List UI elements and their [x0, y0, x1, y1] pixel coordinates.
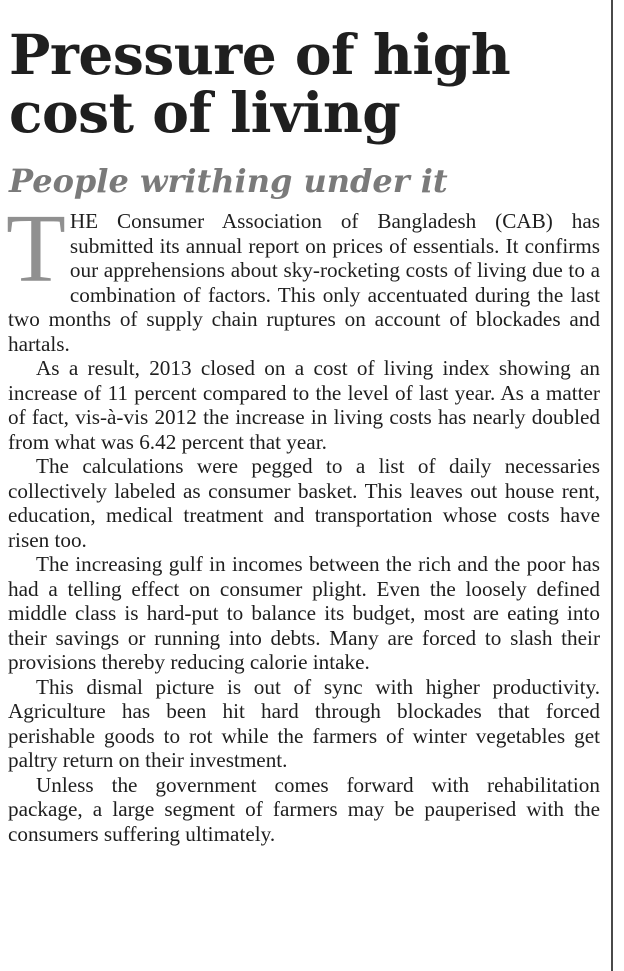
column-divider [611, 0, 613, 971]
paragraph-1 [6, 195, 600, 356]
kicker-subheadline: People writhing under it [9, 162, 448, 200]
paragraph-5: This dismal picture is out of sync with higher productivity. Agriculture has been hit hard through blockades that forced perishable goods to rot while the farmers of winter vegetables get paltry return on their investment. [8, 674, 600, 772]
paragraph-3: The calculations were pegged to a list of daily necessaries collectively labeled as consumer basket. This leaves out house rent, education, medical treatment and transportation whose costs have risen too. [8, 454, 600, 552]
drop-cap: T [6, 195, 66, 303]
article-body [6, 195, 600, 846]
paragraph-4: The increasing gulf in incomes between the rich and the poor has had a telling effect on consumer plight. Even the loosely defined middle class is hard-put to balance its budget, most are eating into their savings or running into debts. Many are forced to slash their provisions thereby reducing calorie intake. [8, 552, 600, 674]
paragraph-2: As a result, 2013 closed on a cost of living index showing an increase of 11 percent compared to the level of last year. As a matter of fact, vis-à-vis 2012 the increase in living costs has nearly doubled from what was 6.42 percent that year. [8, 356, 600, 454]
headline: Pressure of high cost of living [9, 22, 511, 145]
paragraph-6: Unless the government comes forward with rehabilitation package, a large segment of farmers may be pauperised with the consumers suffering ultimately. [8, 772, 600, 846]
paragraph-1-text: HE Consumer Association of Bangladesh (CAB) has submitted its annual report on prices of essentials. It confirms our apprehensions about sky-rocketing costs of living due to a combination of factors. This only accentuated during the last two months of supply chain ruptures on account of blockades and hartals. [8, 209, 600, 356]
